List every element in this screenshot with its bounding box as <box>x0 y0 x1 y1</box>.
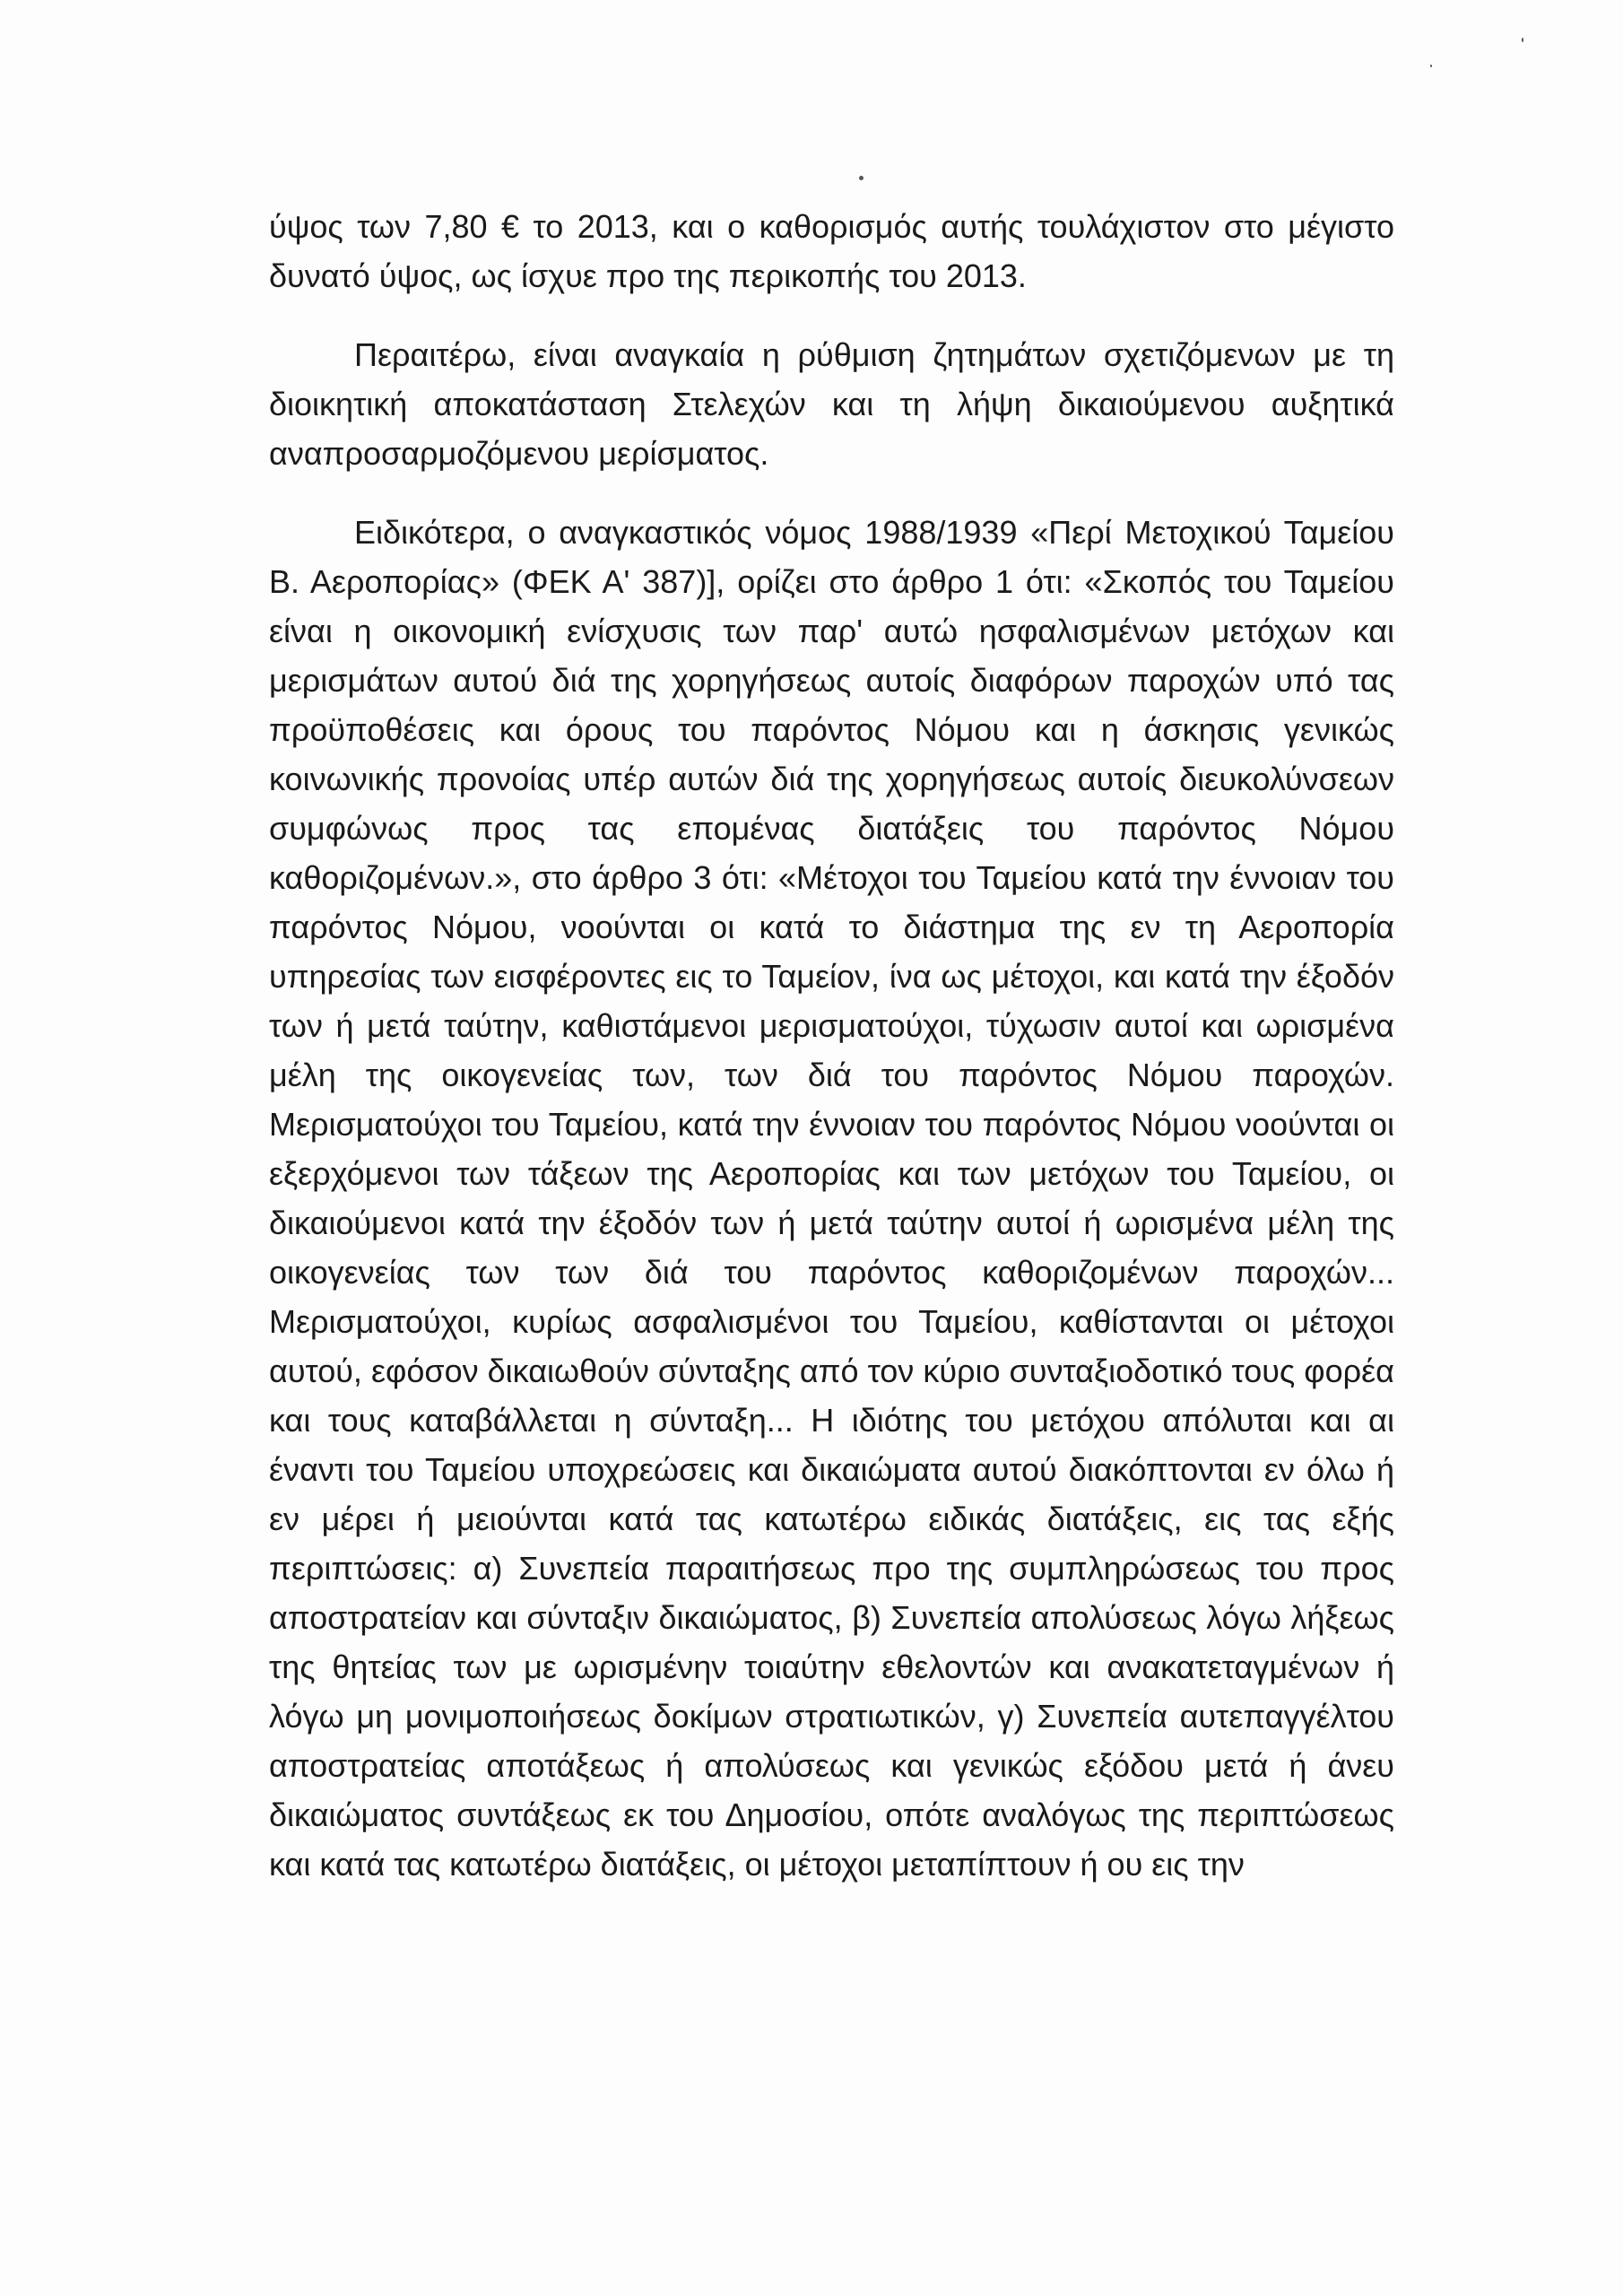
paragraph-2: Περαιτέρω, είναι αναγκαία η ρύθμιση ζητημάτων σχετιζόμενων με τη διοικητική αποκατάσταση Στελεχών και τη λήψη δικαιούμενου αυξητικά αναπροσαρμοζόμενου μερίσματος. <box>269 336 1394 472</box>
paragraph-3: Ειδικότερα, ο αναγκαστικός νόμος 1988/1939 «Περί Μετοχικού Ταμείου Β. Αεροπορίας» (ΦΕΚ Α' 387)], ορίζει στο άρθρο 1 ότι: «Σκοπός του Ταμείου είναι η οικονομική ενίσχυσις των παρ' αυτώ ησφαλισμένων μετόχων και μερισμάτων αυτού διά της χορηγήσεως αυτοίς διαφόρων παροχών υπό τας προϋποθέσεις και όρους του παρόντος Νόμου και η άσκησις γενικώς κοινωνικής προνοίας υπέρ αυτών διά της χορηγήσεως αυτοίς διευκολύνσεων συμφώνως προς τας επομένας διατάξεις του παρόντος Νόμου καθοριζομένων.», στο άρθρο 3 ότι: «Μέτοχοι του Ταμείου κατά την έννοιαν του παρόντος Νόμου, νοούνται οι κατά το διάστημα της εν τη Αεροπορία υπηρεσίας των εισφέροντες εις το Ταμείον, ίνα ως μέτοχοι, και κατά την έξοδόν των ή μετά ταύτην, καθιστάμενοι μερισματούχοι, τύχωσιν αυτοί και ωρισμένα μέλη της οικογενείας των, των διά του παρόντος Νόμου παροχών. Μερισματούχοι του Ταμείου, κατά την έννοιαν του παρόντος Νόμου νοούνται οι εξερχόμενοι των τάξεων της Αεροπορίας και των μετόχων του Ταμείου, οι δικαιούμενοι κατά την έξοδόν των ή μετά ταύτην αυτοί ή ωρισμένα μέλη της οικογενείας των των διά του παρόντος καθοριζομένων παροχών... Μερισματούχοι, κυρίως ασφαλισμένοι του Ταμείου, καθίστανται οι μέτοχοι αυτού, εφόσον δικαιωθούν σύνταξης από τον κύριο συνταξιοδοτικό τους φορέα και τους καταβάλλεται η σύνταξη... Η ιδιότης του μετόχου απόλυται και αι έναντι του Ταμείου υποχρεώσεις και δικαιώματα αυτού διακόπτονται εν όλω ή εν μέρει ή μειούνται κατά τας κατωτέρω ειδικάς διατάξεις, εις τας εξής περιπτώσεις: α) Συνεπεία παραιτήσεως προ της συμπληρώσεως του προς αποστρατείαν και σύνταξιν δικαιώματος, β) Συνεπεία απολύσεως λόγω λήξεως της θητείας των με ωρισμένην τοιαύτην εθελοντών και ανακατεταγμένων ή λόγω μη μονιμοποιήσεως δοκίμων στρατιωτικών, γ) Συνεπεία αυτεπαγγέλτου αποστρατείας αποτάξεως ή απολύσεως και γενικώς εξόδου μετά ή άνευ δικαιώματος συντάξεως εκ του Δημοσίου, οπότε αναλόγως της περιπτώσεως και κατά τας κατωτέρω διατάξεις, οι μέτοχοι μεταπίπτουν ή ου εις την <box>269 514 1394 1883</box>
paragraph-1: ύψος των 7,80 € το 2013, και ο καθορισμός αυτής τουλάχιστον στο μέγιστο δυνατό ύψος, ως ίσχυε προ της περικοπής του 2013. <box>269 208 1394 294</box>
document-body <box>269 202 1394 1889</box>
scan-speck <box>1522 38 1523 42</box>
scan-speck <box>1430 65 1432 67</box>
scan-speck <box>859 176 864 180</box>
